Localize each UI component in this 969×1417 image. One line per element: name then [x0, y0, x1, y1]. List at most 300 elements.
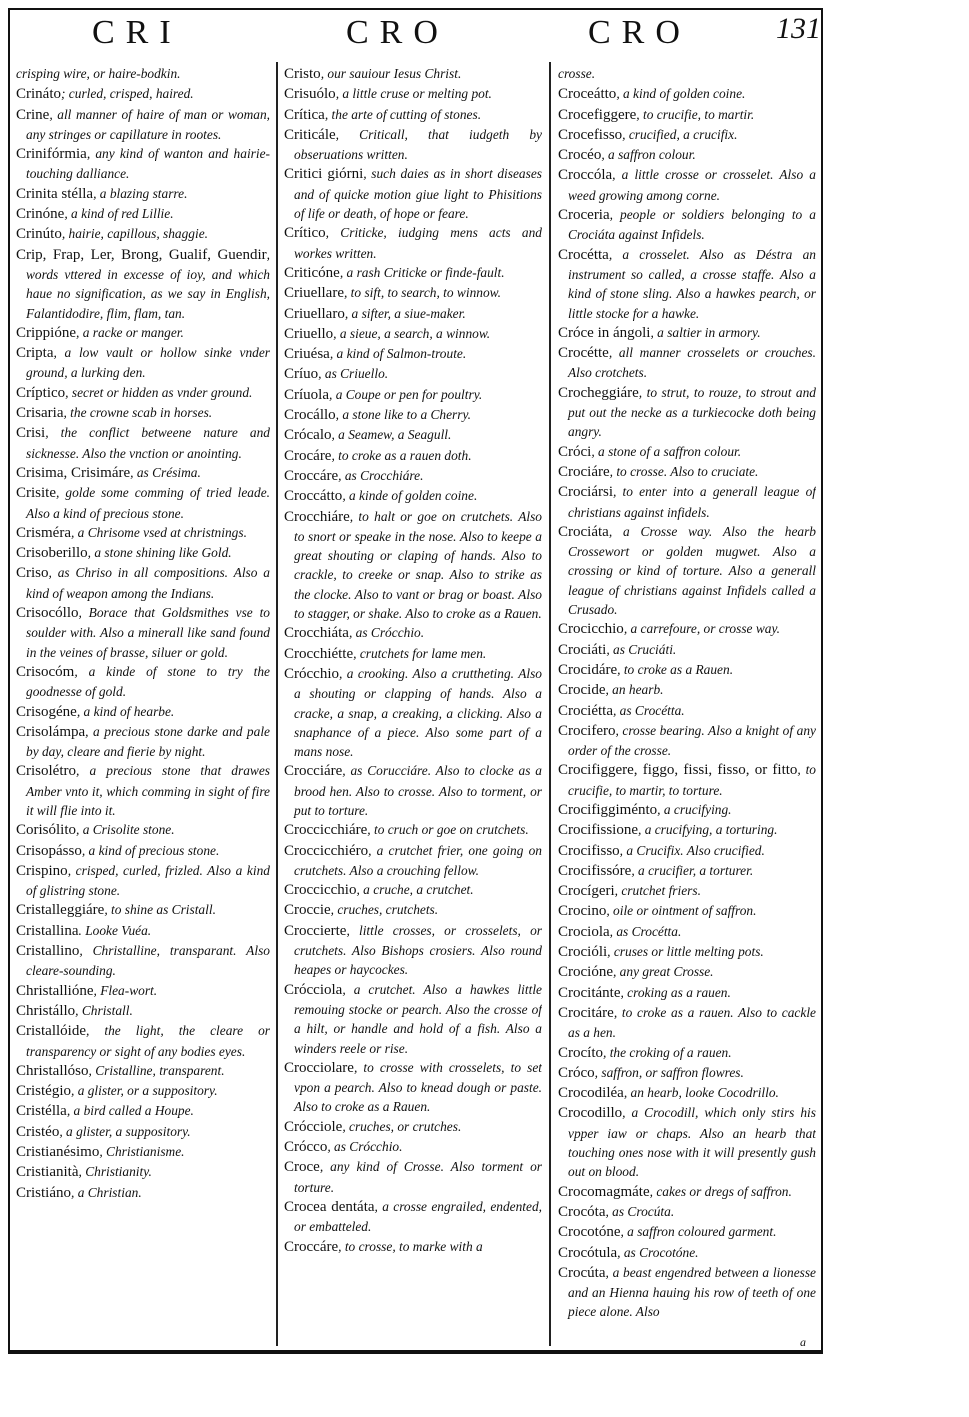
definition: , any great Crosse. — [612, 964, 714, 980]
dictionary-entry — [284, 1197, 542, 1237]
definition: , a glister, a suppository. — [59, 1123, 191, 1139]
definition: , a rash Criticke or finde-fault. — [339, 264, 505, 280]
dictionary-entry — [284, 425, 542, 445]
dictionary-entry — [284, 841, 542, 881]
headword: Crociársi — [558, 484, 613, 501]
headword: Crocitánte — [558, 984, 621, 1001]
definition: , a little cruse or melting pot. — [335, 86, 492, 102]
definition: , a crucifier, a torturer. — [631, 862, 754, 878]
definition: , a stone shining like Gold. — [87, 545, 232, 561]
definition: , as Crocotóne. — [617, 1244, 699, 1260]
definition: , a kinde of stone to try the goodnesse of gold. — [26, 663, 270, 700]
headword: Crocúta — [558, 1264, 606, 1281]
dictionary-entry — [284, 921, 542, 980]
headword: Crocifissóre — [558, 862, 632, 879]
headword: Críuola — [284, 386, 329, 403]
definition: , to crosse, to marke with a — [338, 1238, 483, 1254]
dictionary-entry — [558, 462, 816, 482]
dictionary-entry — [558, 861, 816, 881]
headword: Crocodillo — [558, 1105, 623, 1122]
definition: , crutchet friers. — [614, 883, 701, 899]
headword: Cristallina — [16, 922, 79, 939]
definition: , cakes or dregs of saffron. — [649, 1183, 792, 1199]
definition: , to croke as a rauen doth. — [331, 447, 472, 463]
dictionary-entry — [284, 283, 542, 303]
headword: Críuo — [284, 366, 319, 383]
dictionary-entry — [16, 722, 270, 762]
definition: , a low vault or hollow sinke vnder ground, a lurking den. — [26, 345, 270, 381]
headword: Crociáti — [558, 641, 607, 658]
headword: Crocchiétte — [284, 645, 354, 662]
dictionary-entry — [558, 922, 816, 942]
headword: Crine — [16, 106, 50, 123]
headword: Crítico — [284, 225, 326, 242]
headword: Christallóso — [16, 1062, 89, 1079]
dictionary-entry — [284, 385, 542, 405]
definition: , as Crocúta. — [605, 1203, 675, 1219]
dictionary-entry — [16, 662, 270, 702]
dictionary-entry — [284, 324, 542, 344]
definition: , any kind of wanton and hairie-touching dalliance. — [26, 146, 270, 182]
headword: Cristianità — [16, 1164, 79, 1181]
headword: Crociáta — [558, 523, 609, 540]
dictionary-entry — [16, 383, 270, 403]
definition: , to enter into a generall league of christians against infidels. — [568, 484, 816, 520]
dictionary-entry — [558, 701, 816, 721]
dictionary-entry — [16, 245, 270, 323]
definition: , crisped, curled, frizled. Also a kind of glistring stone. — [26, 862, 270, 899]
dictionary-entry — [284, 1058, 542, 1117]
dictionary-entry — [284, 880, 542, 900]
dictionary-entry — [284, 344, 542, 364]
definition: , a bird called a Houpe. — [66, 1103, 194, 1119]
definition: , croking as a rauen. — [620, 984, 731, 1000]
dictionary-entry — [284, 84, 542, 104]
headword: Criticále — [284, 126, 336, 143]
definition: , crutchets for lame men. — [353, 645, 487, 661]
dictionary-entry — [284, 486, 542, 506]
dictionary-entry — [284, 507, 542, 624]
dictionary-entry — [284, 64, 542, 84]
headword: Cristiáno — [16, 1184, 71, 1201]
headword: Crocea dentáta — [284, 1198, 375, 1215]
definition: , to crosse with crosselets, to set vpon a pearch. Also to knead dough or paste. Also to croke as a Rauen. — [294, 1059, 542, 1115]
definition: , a saffron colour. — [601, 147, 696, 163]
dictionary-entry — [284, 1117, 542, 1137]
dictionary-entry — [284, 223, 542, 263]
headword: Crocíto — [558, 1044, 603, 1061]
headword: Crocióne — [558, 964, 613, 981]
dictionary-entry — [284, 304, 542, 324]
headword: Crocitáre — [558, 1004, 614, 1021]
definition: , a sieue, a search, a winnow. — [333, 325, 491, 341]
headword: Crócchio — [284, 665, 339, 682]
dictionary-entry — [16, 1001, 270, 1021]
headword: Crocide — [558, 682, 606, 699]
headword: Crisolámpa — [16, 723, 86, 740]
definition: , a carrefoure, or crosse way. — [623, 621, 781, 637]
headword: Cróci — [558, 443, 592, 460]
headword: Crocchiáta — [284, 625, 349, 642]
dictionary-entry — [284, 644, 542, 664]
dictionary-entry — [16, 84, 270, 104]
dictionary-entry — [558, 105, 816, 125]
headword: Cristélla — [16, 1103, 67, 1120]
definition: , to sift, to search, to winnow. — [343, 285, 501, 301]
page-number: 131 — [776, 12, 821, 45]
dictionary-entry — [284, 125, 542, 165]
definition: , Criticall, that iudgeth by obseruations written. — [294, 126, 542, 163]
definition: , all manner crosselets or crouches. Also crotchets. — [568, 345, 816, 381]
definition: , a little crosse or crosselet. Also a weed growing among corne. — [568, 167, 816, 203]
dictionary-entry — [16, 323, 270, 343]
running-head-center: CRO — [346, 14, 449, 51]
definition: , a kinde of golden coine. — [342, 488, 478, 504]
headword: Crocóta — [558, 1203, 606, 1220]
column-2 — [284, 64, 542, 1350]
definition: , a precious stone darke and pale by day, cleare and fierie by night. — [26, 723, 270, 760]
definition: , a kind of red Lillie. — [64, 206, 174, 222]
definition: , a crosselet. Also as Déstra an instrument so called, a crosse staffe. Also a kind of stone sling. Also a hawkes pearch, or little stocke for a hawke. — [568, 246, 816, 321]
definition: , all manner of haire of man or woman, any stringes or capillature in rootes. — [26, 106, 270, 142]
dictionary-entry — [16, 1183, 270, 1203]
headword: Crocotóne — [558, 1224, 621, 1241]
headword: Croccóla — [558, 167, 613, 184]
dictionary-entry — [16, 1122, 270, 1142]
dictionary-entry — [16, 603, 270, 662]
headword: Croccáre — [284, 467, 339, 484]
definition: , to croke as a rauen. Also to cackle as a hen. — [568, 1004, 816, 1041]
dictionary-entry — [558, 660, 816, 680]
definition: , as Crocétta. — [609, 923, 682, 939]
headword: Crocchiáre — [284, 508, 350, 525]
headword: Crocáre — [284, 447, 332, 464]
dictionary-entry — [558, 205, 816, 245]
dictionary-entry — [558, 323, 816, 343]
headword: Crinúto — [16, 226, 62, 243]
dictionary-entry — [16, 64, 270, 84]
headword: Crisolétro — [16, 763, 76, 780]
dictionary-entry — [558, 165, 816, 205]
dictionary-entry — [16, 343, 270, 383]
headword: Crisocóm — [16, 663, 75, 680]
definition: , a racke or manger. — [76, 324, 184, 340]
headword: Crocétte — [558, 345, 609, 362]
definition: , our sauiour Iesus Christ. — [320, 66, 462, 81]
headword: Crocifiggere, figgo, fissi, fisso, or fitto — [558, 762, 798, 779]
headword: Crocifero — [558, 722, 616, 739]
definition: , a Crocodill, which only stirs his vpper iaw or chaps. Also an hearb that touching ones nose with it will presently gush out on blood. — [568, 1105, 816, 1180]
dictionary-entry — [16, 563, 270, 603]
headword: Crocciáre — [284, 763, 343, 780]
headword: Crocino — [558, 903, 607, 920]
headword: Cristo — [284, 66, 321, 82]
right-border-rule — [821, 8, 823, 1354]
dictionary-entry — [284, 405, 542, 425]
headword: Crisite — [16, 485, 56, 502]
dictionary-entry — [558, 1103, 816, 1181]
definition: , to croke as a Rauen. — [617, 661, 734, 677]
headword: Croceria — [558, 207, 610, 224]
dictionary-entry — [284, 900, 542, 920]
headword: Crocciolare — [284, 1059, 354, 1076]
headword: Crociola — [558, 923, 610, 940]
dictionary-entry — [284, 105, 542, 125]
headword: Cristallóide — [16, 1023, 86, 1040]
headword: Crocodiléa — [558, 1085, 624, 1102]
dictionary-entry — [558, 343, 816, 383]
dictionary-entry — [558, 640, 816, 660]
definition: , a kind of Salmon-troute. — [329, 346, 467, 362]
headword: Crisi — [16, 425, 46, 442]
definition: , Christalline, transparant. Also cleare-sounding. — [26, 943, 270, 979]
definition: , a crucifying. — [657, 801, 732, 817]
definition: , an hearb, looke Cocodrillo. — [623, 1085, 779, 1101]
definition: , words vttered in excesse of ioy, and which haue no signification, as we say in English, Falantidodire, flim, flam, tan. — [26, 246, 270, 321]
headword: Crisima, Crisimáre — [16, 464, 131, 481]
dictionary-entry — [558, 901, 816, 921]
headword: Cristalleggiáre — [16, 902, 105, 919]
definition: , a saffron coloured garment. — [620, 1224, 777, 1240]
dictionary-entry — [284, 623, 542, 643]
definition: , a Crucifix. Also crucified. — [619, 842, 765, 858]
headword: Christallióne — [16, 982, 94, 999]
column-divider-2 — [549, 62, 551, 1346]
definition: , a crooking. Also a cruttheting. Also a shouting or clapping of hands. Also a cracke, a snap, a creaking, a clicking. Also a snaphance of a piece. Also some part of a mans nose. — [294, 665, 542, 760]
definition: , to halt or goe on crutchets. Also to snort or speake in the nose. Also to keepe a great shouting or claping of hands. Also to crackle, to creeke or snap. Also to strike as the clocke. Also to vant or brag or boast. Also to stagger, or shake. Also to croke as a Rauen. — [294, 508, 542, 622]
definition: , a Crosse way. Also the hearb Crossewort or golden mugwet. Also a crossing or kind of torture. Also a generall league of christians against Infidels called a Crusado. — [568, 523, 816, 618]
definition: , as Corucciáre. Also to clocke as a brood hen. Also to crosse. Also to torment, or put to torture. — [294, 763, 542, 818]
headword: Criuésa — [284, 346, 330, 363]
dictionary-entry — [16, 184, 270, 204]
headword: Crip, Frap, Ler, Brong, Gualif, Guendir — [16, 246, 267, 263]
dictionary-entry — [16, 1162, 270, 1182]
dictionary-entry — [558, 383, 816, 442]
headword: Croccie — [284, 902, 331, 919]
headword: Criuello — [284, 325, 334, 342]
definition: , as Chriso in all compositions. Also a kind of weapon among the Indians. — [26, 565, 270, 601]
headword: Crisuólo — [284, 86, 336, 103]
column-1 — [16, 64, 270, 1350]
headword: Croccátto — [284, 488, 343, 505]
headword: Cristéo — [16, 1123, 60, 1140]
dictionary-entry — [16, 900, 270, 920]
dictionary-entry — [16, 1142, 270, 1162]
definition: , cruses or little melting pots. — [607, 944, 764, 960]
definition: , as Crésima. — [130, 464, 201, 480]
definition: , a Crisolite stone. — [76, 822, 175, 838]
dictionary-entry — [284, 664, 542, 761]
dictionary-entry — [558, 881, 816, 901]
dictionary-entry — [16, 981, 270, 1001]
definition: , people or soldiers belonging to a Crociáta against Infidels. — [568, 207, 816, 243]
definition: , a kind of golden coine. — [616, 86, 746, 102]
dictionary-entry — [284, 364, 542, 384]
definition: , the light, the cleare or transparency or sight of any bodies eyes. — [26, 1023, 270, 1059]
headword: Croccicchiéro — [284, 842, 369, 859]
definition: , oile or ointment of saffron. — [606, 903, 757, 919]
headword: Crisméra — [16, 524, 71, 541]
dictionary-entry — [284, 164, 542, 223]
dictionary-entry — [284, 980, 542, 1058]
dictionary-entry — [558, 125, 816, 145]
dictionary-entry — [558, 1263, 816, 1322]
headword: Crocicchio — [558, 621, 624, 638]
headword: Croceátto — [558, 86, 617, 103]
definition: , a beast engendred between a lionesse and an Hienna hauing his row of teeth of one piece alone. Also — [568, 1264, 816, 1320]
dictionary-entry — [16, 204, 270, 224]
definition: , a crucifying, a torturing. — [638, 822, 778, 838]
dictionary-entry — [558, 84, 816, 104]
definition: , as Criuello. — [318, 366, 389, 382]
dictionary-entry — [284, 446, 542, 466]
dictionary-entry — [16, 523, 270, 543]
catchword: a — [800, 1335, 806, 1349]
headword: Crisopásso — [16, 842, 82, 859]
headword: Crippióne — [16, 324, 76, 341]
dictionary-entry — [16, 1101, 270, 1121]
headword: Crocifisso — [558, 842, 620, 859]
headword: Cristallino — [16, 943, 80, 960]
headword: Crocifissione — [558, 822, 638, 839]
definition: , a glister, or a suppository. — [71, 1083, 218, 1099]
headword: Crócciola — [284, 981, 343, 998]
dictionary-entry — [558, 680, 816, 700]
headword: Corisólito — [16, 822, 77, 839]
column-divider-1 — [276, 62, 278, 1346]
dictionary-entry — [16, 820, 270, 840]
headword: Croccáre — [284, 1238, 339, 1255]
definition: , cruches, or crutches. — [342, 1118, 462, 1134]
bottom-border-rule — [8, 1350, 823, 1354]
dictionary-entry — [16, 1021, 270, 1061]
dictionary-entry — [16, 105, 270, 145]
headword: Crocheggiáre — [558, 384, 639, 401]
headword: Croce — [284, 1159, 320, 1176]
definition: , as Crócchio. — [327, 1139, 403, 1155]
headword: Crocefiggere — [558, 106, 637, 123]
dictionary-entry — [558, 1063, 816, 1083]
definition: , a crutchet frier, one going on crutchets. Also a crouching fellow. — [294, 842, 542, 878]
definition: , a Seamew, a Seagull. — [331, 427, 452, 443]
definition: , a blazing starre. — [93, 185, 188, 201]
dictionary-entry — [16, 423, 270, 463]
definition: , Christianisme. — [99, 1144, 185, 1160]
dictionary-entry — [16, 144, 270, 184]
definition: , a Christian. — [71, 1184, 142, 1200]
definition: , a kind of hearbe. — [76, 703, 175, 719]
definition: , cruches, crutchets. — [330, 902, 439, 918]
definition: , a kind of precious stone. — [81, 842, 220, 858]
dictionary-entry — [16, 463, 270, 483]
headword: Criso — [16, 565, 49, 582]
headword: Criuellare — [284, 285, 344, 302]
definition: , as Crócchio. — [348, 625, 425, 641]
headword: Crináto — [16, 86, 61, 103]
headword: Cróce in ángoli — [558, 324, 651, 341]
definition: , a stone like to a Cherry. — [335, 407, 472, 423]
definition: , Criticke, iudging mens acts and workes written. — [294, 225, 542, 261]
headword: Critici giórni — [284, 166, 364, 183]
headword: Crocállo — [284, 407, 336, 424]
definition: , a crosse engrailed, endented, or embatteled. — [294, 1198, 542, 1235]
headword: Croccicchiáre — [284, 822, 368, 839]
dictionary-entry — [558, 1202, 816, 1222]
headword: Crisocóllo — [16, 605, 79, 622]
definition: , as Cruciáti. — [606, 641, 677, 657]
headword: Crocéo — [558, 147, 602, 164]
dictionary-entry — [284, 1237, 542, 1257]
headword: Croccicchio — [284, 882, 357, 899]
definition: . Looke Vuéa. — [78, 922, 152, 938]
definition: , the crowne scab in horses. — [63, 405, 213, 421]
headword: Crítica — [284, 106, 325, 123]
headword: Crocomagmáte — [558, 1183, 650, 1200]
dictionary-entry — [558, 1182, 816, 1202]
dictionary-entry — [16, 861, 270, 901]
headword: Crocótula — [558, 1244, 618, 1261]
dictionary-entry — [558, 442, 816, 462]
top-border-rule — [8, 8, 823, 10]
headword: Crocígeri — [558, 883, 615, 900]
headword: Crocifiggiménto — [558, 801, 658, 818]
headword: Crócciole — [284, 1118, 343, 1135]
headword: Crocióli — [558, 944, 608, 961]
definition: , little crosses, or crosselets, or crutchets. Also Bishops crosiers. Also round heapes or haycockes. — [294, 922, 542, 978]
definition: , to crosse. Also to cruciate. — [609, 463, 759, 479]
headword: Croccierte — [284, 922, 347, 939]
definition: , to cruch or goe on crutchets. — [367, 822, 529, 838]
definition: , a Coupe or pen for poultry. — [329, 386, 483, 402]
definition: , crosse bearing. Also a knight of any order of the crosse. — [568, 722, 816, 759]
definition: ; curled, crisped, haired. — [61, 86, 194, 102]
dictionary-entry — [16, 224, 270, 244]
definition: , to crucifie, to martir. — [636, 106, 755, 122]
dictionary-entry — [558, 1243, 816, 1263]
headword: Crociétta — [558, 702, 613, 719]
definition: , Cristalline, transparent. — [88, 1062, 225, 1078]
dictionary-entry — [558, 245, 816, 323]
dictionary-entry — [284, 263, 542, 283]
definition: , a cruche, a crutchet. — [356, 882, 474, 898]
dictionary-entry — [16, 543, 270, 563]
dictionary-entry — [16, 761, 270, 820]
headword: Criticóne — [284, 264, 340, 281]
dictionary-entry — [558, 619, 816, 639]
dictionary-entry — [558, 841, 816, 861]
dictionary-entry — [558, 962, 816, 982]
definition: , a precious stone that drawes Amber vnto it, which comming in sight of fire it will flie into it. — [26, 763, 270, 818]
dictionary-entry — [558, 1222, 816, 1242]
headword: Cróco — [558, 1064, 595, 1081]
definition: , Borace that Goldsmithes vse to soulder with. Also a minerall like sand found in the veines of brasse, siluer or gold. — [26, 605, 270, 660]
dictionary-entry — [558, 1003, 816, 1043]
dictionary-entry — [558, 1083, 816, 1103]
definition: , a saltier in armory. — [650, 324, 761, 340]
headword: Crisoberillo — [16, 545, 88, 562]
dictionary-entry — [16, 1061, 270, 1081]
headword: Crispino — [16, 862, 68, 879]
dictionary-entry — [284, 761, 542, 820]
dictionary-entry — [558, 1043, 816, 1063]
definition: , golde some comming of tried leade. Also a kind of precious stone. — [26, 485, 270, 521]
headword: Crisaria — [16, 405, 64, 422]
definition: , Christall. — [75, 1002, 133, 1018]
headword: Críptico — [16, 384, 66, 401]
definition: , saffron, or saffron flowres. — [594, 1064, 744, 1080]
definition: , any kind of Crosse. Also torment or torture. — [294, 1159, 542, 1195]
headword: Cristégio — [16, 1083, 71, 1100]
